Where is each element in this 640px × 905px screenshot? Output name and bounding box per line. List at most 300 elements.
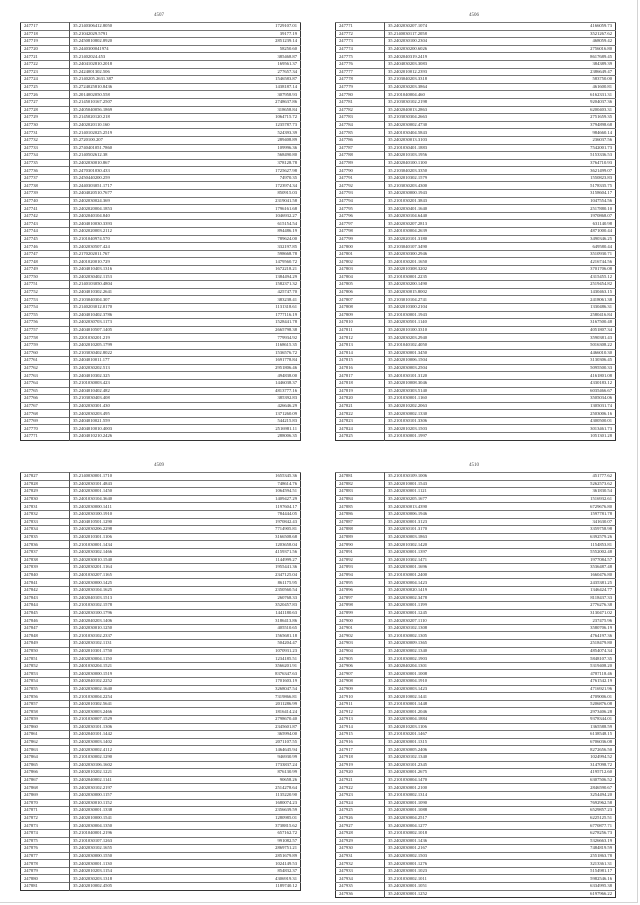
amount-cell: 649580.44 <box>511 243 616 251</box>
code-cell: 35.2402040002.1141 <box>70 776 197 784</box>
code-cell: 35.2140030001.1710 <box>70 473 197 481</box>
row-id-cell: 247931 <box>336 852 385 860</box>
table-row <box>21 632 301 640</box>
row-id-cell: 247825 <box>336 433 385 441</box>
table-row <box>336 716 616 724</box>
amount-cell: 3268047.54 <box>196 685 301 693</box>
code-cell: 35.2402030101.2345 <box>385 761 512 769</box>
table-row <box>21 319 301 327</box>
amount-cell: 4161801.08 <box>511 372 616 380</box>
amount-cell: 4466010.30 <box>511 349 616 357</box>
amount-cell: 288006.35 <box>196 433 301 441</box>
table-row <box>336 814 616 822</box>
code-cell: 35.2402030203.3864 <box>385 83 512 91</box>
amount-cell: 1371260.09 <box>196 410 301 418</box>
table-row <box>336 167 616 175</box>
code-cell: 35.2101030002.1314 <box>385 791 512 799</box>
table-row <box>336 273 616 281</box>
table-row <box>21 541 301 549</box>
table-row <box>21 30 301 38</box>
amount-cell: 1597781.78 <box>511 510 616 518</box>
table-row <box>336 852 616 860</box>
amount-cell: 4761542.19 <box>511 678 616 686</box>
row-id-cell: 247750 <box>21 273 70 281</box>
code-cell: 35.2101030201.3843 <box>385 197 512 205</box>
row-id-cell: 247888 <box>336 526 385 534</box>
code-cell: 35.2402020003.2112 <box>70 228 197 236</box>
table-row <box>336 548 616 556</box>
amount-cell: 2516981.11 <box>196 425 301 433</box>
amount-cell: 2851679.89 <box>196 852 301 860</box>
table-row <box>336 837 616 845</box>
code-cell: 35.2402040319.2419 <box>385 53 512 61</box>
row-id-cell: 247759 <box>21 341 70 349</box>
table-row <box>336 38 616 46</box>
row-id-cell: 247918 <box>336 753 385 761</box>
amount-cell: 2580416.84 <box>511 311 616 319</box>
amount-cell: 2347125.04 <box>196 571 301 579</box>
code-cell: 35.2402030000.1943 <box>385 190 512 198</box>
code-cell: 35.2402010205.1799 <box>70 341 197 349</box>
code-cell: 35.2201030201.219 <box>70 334 197 342</box>
row-id-cell: 247814 <box>336 349 385 357</box>
amount-cell: 1131318.61 <box>196 303 301 311</box>
amount-cell: 504204.47 <box>196 640 301 648</box>
code-cell: 35.2402030207.1110 <box>385 617 512 625</box>
amount-cell: 1796161.68 <box>196 205 301 213</box>
code-cell: 35.2402030001.1397 <box>385 548 512 556</box>
table-row <box>21 182 301 190</box>
row-id-cell: 247764 <box>21 379 70 387</box>
row-id-cell: 247881 <box>336 473 385 481</box>
row-id-cell: 247736 <box>21 167 70 175</box>
amount-cell: 277657.34 <box>196 68 301 76</box>
code-cell: 35.2401030104.3640 <box>70 495 197 503</box>
code-cell: 35.2402030703.1173 <box>70 319 197 327</box>
row-id-cell: 247846 <box>21 617 70 625</box>
table-row <box>336 136 616 144</box>
amount-cell: 4315455.12 <box>511 273 616 281</box>
code-cell: 35.2405040056.1869 <box>70 106 197 114</box>
row-id-cell: 247919 <box>336 761 385 769</box>
table-row <box>21 746 301 754</box>
amount-cell: 3147098.72 <box>511 761 616 769</box>
table-row <box>21 753 301 761</box>
table-row <box>336 83 616 91</box>
row-id-cell: 247862 <box>21 738 70 746</box>
amount-cell: 1384494.29 <box>196 273 301 281</box>
row-id-cell: 247824 <box>336 425 385 433</box>
row-id-cell: 247860 <box>21 723 70 731</box>
code-cell: 35.2103040203.3318 <box>385 76 512 84</box>
table-row <box>336 205 616 213</box>
row-id-cell: 247832 <box>21 510 70 518</box>
row-id-cell: 247924 <box>336 799 385 807</box>
amount-cell: 2551863.78 <box>511 852 616 860</box>
table-row <box>336 121 616 129</box>
table-row <box>336 685 616 693</box>
table-row <box>336 503 616 511</box>
table-row <box>21 678 301 686</box>
code-cell: 35.2402030200.6026 <box>385 45 512 53</box>
row-id-cell: 247845 <box>21 609 70 617</box>
table-row <box>336 266 616 274</box>
amount-cell: 1135220.90 <box>196 791 301 799</box>
amount-cell: 4813777.16 <box>196 387 301 395</box>
amount-cell: 468059.42 <box>511 38 616 46</box>
code-cell: 35.2440300041974 <box>70 45 197 53</box>
amount-cell: 1154853.81 <box>511 541 616 549</box>
code-cell: 35.2402030001.3450 <box>385 349 512 357</box>
row-id-cell: 247894 <box>336 571 385 579</box>
table-row <box>21 693 301 701</box>
table-row <box>336 60 616 68</box>
amount-cell: 991082.57 <box>196 837 301 845</box>
code-cell: 35.2402030004.2517 <box>385 814 512 822</box>
amount-cell: 4216744.56 <box>511 258 616 266</box>
table-row <box>21 372 301 380</box>
row-id-cell: 247802 <box>336 258 385 266</box>
row-id-cell: 247798 <box>336 228 385 236</box>
code-cell: 35.2404010302.325 <box>70 372 197 380</box>
code-cell: 35.2402040204.1301 <box>385 662 512 670</box>
code-cell: 35.2101030001.1448 <box>385 700 512 708</box>
table-row <box>336 68 616 76</box>
code-cell: 35.2402030001.1696 <box>385 564 512 572</box>
table-row <box>336 495 616 503</box>
amount-cell: 779934.92 <box>196 334 301 342</box>
row-id-cell: 247886 <box>336 510 385 518</box>
code-cell: 35.2402030001.1121 <box>385 488 512 496</box>
amount-cell: 2869751.21 <box>196 845 301 853</box>
table-row <box>21 609 301 617</box>
code-cell: 35.2402030206.2298 <box>70 526 197 534</box>
code-cell: 35.2402030302.1466 <box>70 548 197 556</box>
row-id-cell: 247797 <box>336 220 385 228</box>
amount-cell: 3490346.25 <box>511 235 616 243</box>
code-cell: 35.2103030102.2198 <box>385 98 512 106</box>
amount-cell: 1536576.72 <box>196 349 301 357</box>
panel-title: 4510 <box>469 463 479 468</box>
code-cell: 35.2402020101.3180 <box>385 235 512 243</box>
code-cell: 35.2402010308.3202 <box>385 266 512 274</box>
code-cell: 35.2402040101.1442 <box>70 731 197 739</box>
amount-cell: 6392579.26 <box>511 533 616 541</box>
amount-cell: 6200403.31 <box>511 106 616 114</box>
amount-cell: 74970.35 <box>196 174 301 182</box>
code-cell: 35.2145010167.2507 <box>70 98 197 106</box>
row-id-cell: 247717 <box>21 23 70 31</box>
row-id-cell: 247817 <box>336 372 385 380</box>
table-row <box>21 121 301 129</box>
row-id-cell: 247770 <box>21 425 70 433</box>
table-row <box>336 357 616 365</box>
row-id-cell: 247799 <box>336 235 385 243</box>
amount-cell: 1970868.07 <box>511 212 616 220</box>
code-cell: 35.2402030002.1340 <box>385 647 512 655</box>
table-row <box>336 288 616 296</box>
table-row <box>21 799 301 807</box>
code-cell: 35.2404010402.482 <box>70 387 197 395</box>
code-cell: 35.2402040013.2863 <box>385 106 512 114</box>
table-row <box>21 364 301 372</box>
code-cell: 35.2402010006.1504 <box>385 357 512 365</box>
table-row <box>21 533 301 541</box>
row-id-cell: 247733 <box>21 144 70 152</box>
code-cell: 35.2402010100.3310 <box>385 326 512 334</box>
code-cell: 35.2402030102.1308 <box>385 624 512 632</box>
row-id-cell: 247813 <box>336 341 385 349</box>
amount-cell: 1729107.01 <box>196 23 301 31</box>
row-id-cell: 247785 <box>336 129 385 137</box>
code-cell: 35.2402030401.1640 <box>385 205 512 213</box>
amount-cell: 1330486.31 <box>511 303 616 311</box>
code-cell: 35.2402030104.6440 <box>385 212 512 220</box>
table-row <box>336 114 616 122</box>
table-row <box>336 53 616 61</box>
table-row <box>21 860 301 868</box>
row-id-cell: 247858 <box>21 708 70 716</box>
table-row <box>336 708 616 716</box>
table-row <box>336 533 616 541</box>
amount-cell: 341630.07 <box>511 518 616 526</box>
row-id-cell: 247827 <box>21 473 70 481</box>
amount-cell: 2973406.28 <box>511 708 616 716</box>
code-cell: 35.2402030101.3170 <box>385 526 512 534</box>
table-row <box>21 220 301 228</box>
table-row <box>336 731 616 739</box>
amount-cell: 3701706.08 <box>511 266 616 274</box>
table-row <box>21 235 301 243</box>
row-id-cell: 247805 <box>336 281 385 289</box>
code-cell: 35.2402030004.1910 <box>385 678 512 686</box>
amount-cell: 6225125.51 <box>511 814 616 822</box>
row-id-cell: 247921 <box>336 776 385 784</box>
row-id-cell: 247839 <box>21 564 70 572</box>
code-cell: 35.2402030000.1157 <box>70 791 197 799</box>
row-id-cell: 247834 <box>21 526 70 534</box>
row-id-cell: 247830 <box>21 495 70 503</box>
code-cell: 35.2402030101.4843 <box>70 480 197 488</box>
code-cell: 35.2103030203.4300 <box>385 182 512 190</box>
row-id-cell: 247840 <box>21 571 70 579</box>
row-id-cell: 247928 <box>336 829 385 837</box>
amount-cell: 631140.98 <box>511 220 616 228</box>
row-id-cell: 247911 <box>336 700 385 708</box>
amount-cell: 109996.36 <box>196 144 301 152</box>
table-row <box>336 372 616 380</box>
amount-cell: 494838.00 <box>196 372 301 380</box>
code-cell: 35.2101030001.1943 <box>385 311 512 319</box>
row-id-cell: 247835 <box>21 533 70 541</box>
code-cell: 35.2402030002.3478 <box>385 594 512 602</box>
row-id-cell: 247893 <box>336 564 385 572</box>
amount-cell: 90658.26 <box>196 776 301 784</box>
code-cell: 35.2401020010.729 <box>70 258 197 266</box>
code-cell: 35.2402030002.1640 <box>70 685 197 693</box>
code-cell: 35.2402010002.1441 <box>385 693 512 701</box>
table-row <box>21 556 301 564</box>
code-cell: 35.2402020004.1853 <box>70 205 197 213</box>
code-cell: 35.2402030201.1164 <box>70 564 197 572</box>
code-cell: 35.2402030106.1602 <box>70 761 197 769</box>
row-id-cell: 247899 <box>336 609 385 617</box>
row-id-cell: 247722 <box>21 60 70 68</box>
amount-cell: 361830.54 <box>511 488 616 496</box>
table-row <box>336 678 616 686</box>
row-id-cell: 247822 <box>336 410 385 418</box>
code-cell: 35.2101040102.4050 <box>385 341 512 349</box>
row-id-cell: 247847 <box>21 624 70 632</box>
code-cell: 35.2140030117.2058 <box>385 30 512 38</box>
amount-cell: 1546583.87 <box>196 76 301 84</box>
row-id-cell: 247874 <box>21 829 70 837</box>
row-id-cell: 247877 <box>21 852 70 860</box>
table-row <box>336 807 616 815</box>
code-cell: 35.2470301030.433 <box>70 167 197 175</box>
code-cell: 35.2101030109.1006 <box>385 473 512 481</box>
amount-cell: 307958.93 <box>196 91 301 99</box>
code-cell: 35.2103030304.2663 <box>385 114 512 122</box>
table-row <box>21 700 301 708</box>
row-id-cell: 247821 <box>336 402 385 410</box>
code-cell: 35.2402010000.1541 <box>70 814 197 822</box>
amount-cell: 1064594.51 <box>196 488 301 496</box>
amount-cell: 4159371.56 <box>196 548 301 556</box>
row-id-cell: 247812 <box>336 334 385 342</box>
amount-cell: 6278256.73 <box>511 829 616 837</box>
amount-cell: 1064715.72 <box>196 114 301 122</box>
amount-cell: 1672218.21 <box>196 266 301 274</box>
amount-cell: 8118437.33 <box>511 594 616 602</box>
amount-cell: 1691778.84 <box>196 357 301 365</box>
table-row <box>21 883 301 891</box>
table-row <box>21 822 301 830</box>
table-row <box>21 731 301 739</box>
code-cell: 35.2402030002.4112 <box>70 746 197 754</box>
amount-cell: 2776276.38 <box>511 602 616 610</box>
panel-title: 4506 <box>469 13 479 18</box>
table-row <box>336 197 616 205</box>
table-row <box>21 647 301 655</box>
amount-cell: 4306919.31 <box>196 875 301 883</box>
row-id-cell: 247833 <box>21 518 70 526</box>
amount-cell: 3359758.98 <box>511 526 616 534</box>
code-cell: 35.2402030203.1318 <box>70 875 197 883</box>
amount-cell: 748614.76 <box>196 480 301 488</box>
table-row <box>21 136 301 144</box>
amount-cell: 1051301.28 <box>511 433 616 441</box>
row-id-cell: 247907 <box>336 670 385 678</box>
table-row <box>336 776 616 784</box>
code-cell: 35.2402010302.1579 <box>385 174 512 182</box>
code-cell: 35.2103040107.3490 <box>385 243 512 251</box>
amount-cell: 984660.14 <box>511 129 616 137</box>
table-row <box>336 541 616 549</box>
amount-cell: 657162.72 <box>196 829 301 837</box>
code-cell: 35.2402010001.1543 <box>385 480 512 488</box>
amount-cell: 1733837.24 <box>196 761 301 769</box>
amount-cell: 1680074.23 <box>196 799 301 807</box>
table-row <box>336 341 616 349</box>
table-row <box>21 867 301 875</box>
code-cell: 35.2101030001.2400 <box>385 571 512 579</box>
data-table <box>20 472 301 891</box>
row-id-cell: 247879 <box>21 867 70 875</box>
table-row <box>21 379 301 387</box>
code-cell: 35.2103030403.408 <box>70 395 197 403</box>
row-id-cell: 247849 <box>21 640 70 648</box>
code-cell: 35.2402030010.1250 <box>70 624 197 632</box>
amount-cell: 2798670.40 <box>196 716 301 724</box>
amount-cell: 1725627.98 <box>196 167 301 175</box>
data-table <box>335 472 616 898</box>
code-cell: 35.2402030001.1051 <box>385 883 512 891</box>
table-row <box>21 334 301 342</box>
code-cell: 35.2401030207.1165 <box>70 571 197 579</box>
row-id-cell: 247804 <box>336 273 385 281</box>
code-cell: 35.2402030200.1490 <box>385 281 512 289</box>
row-id-cell: 247789 <box>336 159 385 167</box>
code-cell: 35.2402030002.1503 <box>385 852 512 860</box>
row-id-cell: 247883 <box>336 488 385 496</box>
table-row <box>21 296 301 304</box>
amount-cell: 7484819.59 <box>511 845 616 853</box>
amount-cell: 2356639.59 <box>196 807 301 815</box>
row-id-cell: 247898 <box>336 602 385 610</box>
code-cell: 35.2402030001.3123 <box>385 518 512 526</box>
row-id-cell: 247837 <box>21 548 70 556</box>
code-cell: 35.2402030001.1245 <box>385 609 512 617</box>
table-row <box>21 761 301 769</box>
row-id-cell: 247721 <box>21 53 70 61</box>
row-id-cell: 247795 <box>336 205 385 213</box>
table-row <box>336 410 616 418</box>
amount-cell: 2951806.46 <box>196 364 301 372</box>
code-cell: 35.2402030300.2946 <box>385 250 512 258</box>
row-id-cell: 247777 <box>336 68 385 76</box>
table-row <box>336 106 616 114</box>
table-row <box>21 83 301 91</box>
amount-cell: 318658.84 <box>196 106 301 114</box>
amount-cell: 9378344.01 <box>511 716 616 724</box>
row-id-cell: 247747 <box>21 250 70 258</box>
row-id-cell: 247910 <box>336 693 385 701</box>
code-cell: 35.2402030001.1450 <box>70 488 197 496</box>
amount-cell: 3621499.07 <box>511 167 616 175</box>
row-id-cell: 247929 <box>336 837 385 845</box>
amount-cell: 6138548.15 <box>511 731 616 739</box>
table-row <box>21 243 301 251</box>
row-id-cell: 247782 <box>336 106 385 114</box>
amount-cell: 598668.78 <box>196 250 301 258</box>
table-row <box>336 617 616 625</box>
amount-cell: 4716921.96 <box>511 685 616 693</box>
code-cell: 35.2402030001.1023 <box>385 867 512 875</box>
table-row <box>336 746 616 754</box>
amount-cell: 3254494.20 <box>511 791 616 799</box>
code-cell: 35.2402030100.1796 <box>70 609 197 617</box>
row-id-cell: 247732 <box>21 136 70 144</box>
table-row <box>336 769 616 777</box>
row-id-cell: 247873 <box>21 822 70 830</box>
row-id-cell: 247909 <box>336 685 385 693</box>
code-cell: 35.2402010301.1106 <box>70 533 197 541</box>
table-row <box>21 617 301 625</box>
row-id-cell: 247922 <box>336 784 385 792</box>
row-id-cell: 247728 <box>21 106 70 114</box>
table-row <box>336 579 616 587</box>
